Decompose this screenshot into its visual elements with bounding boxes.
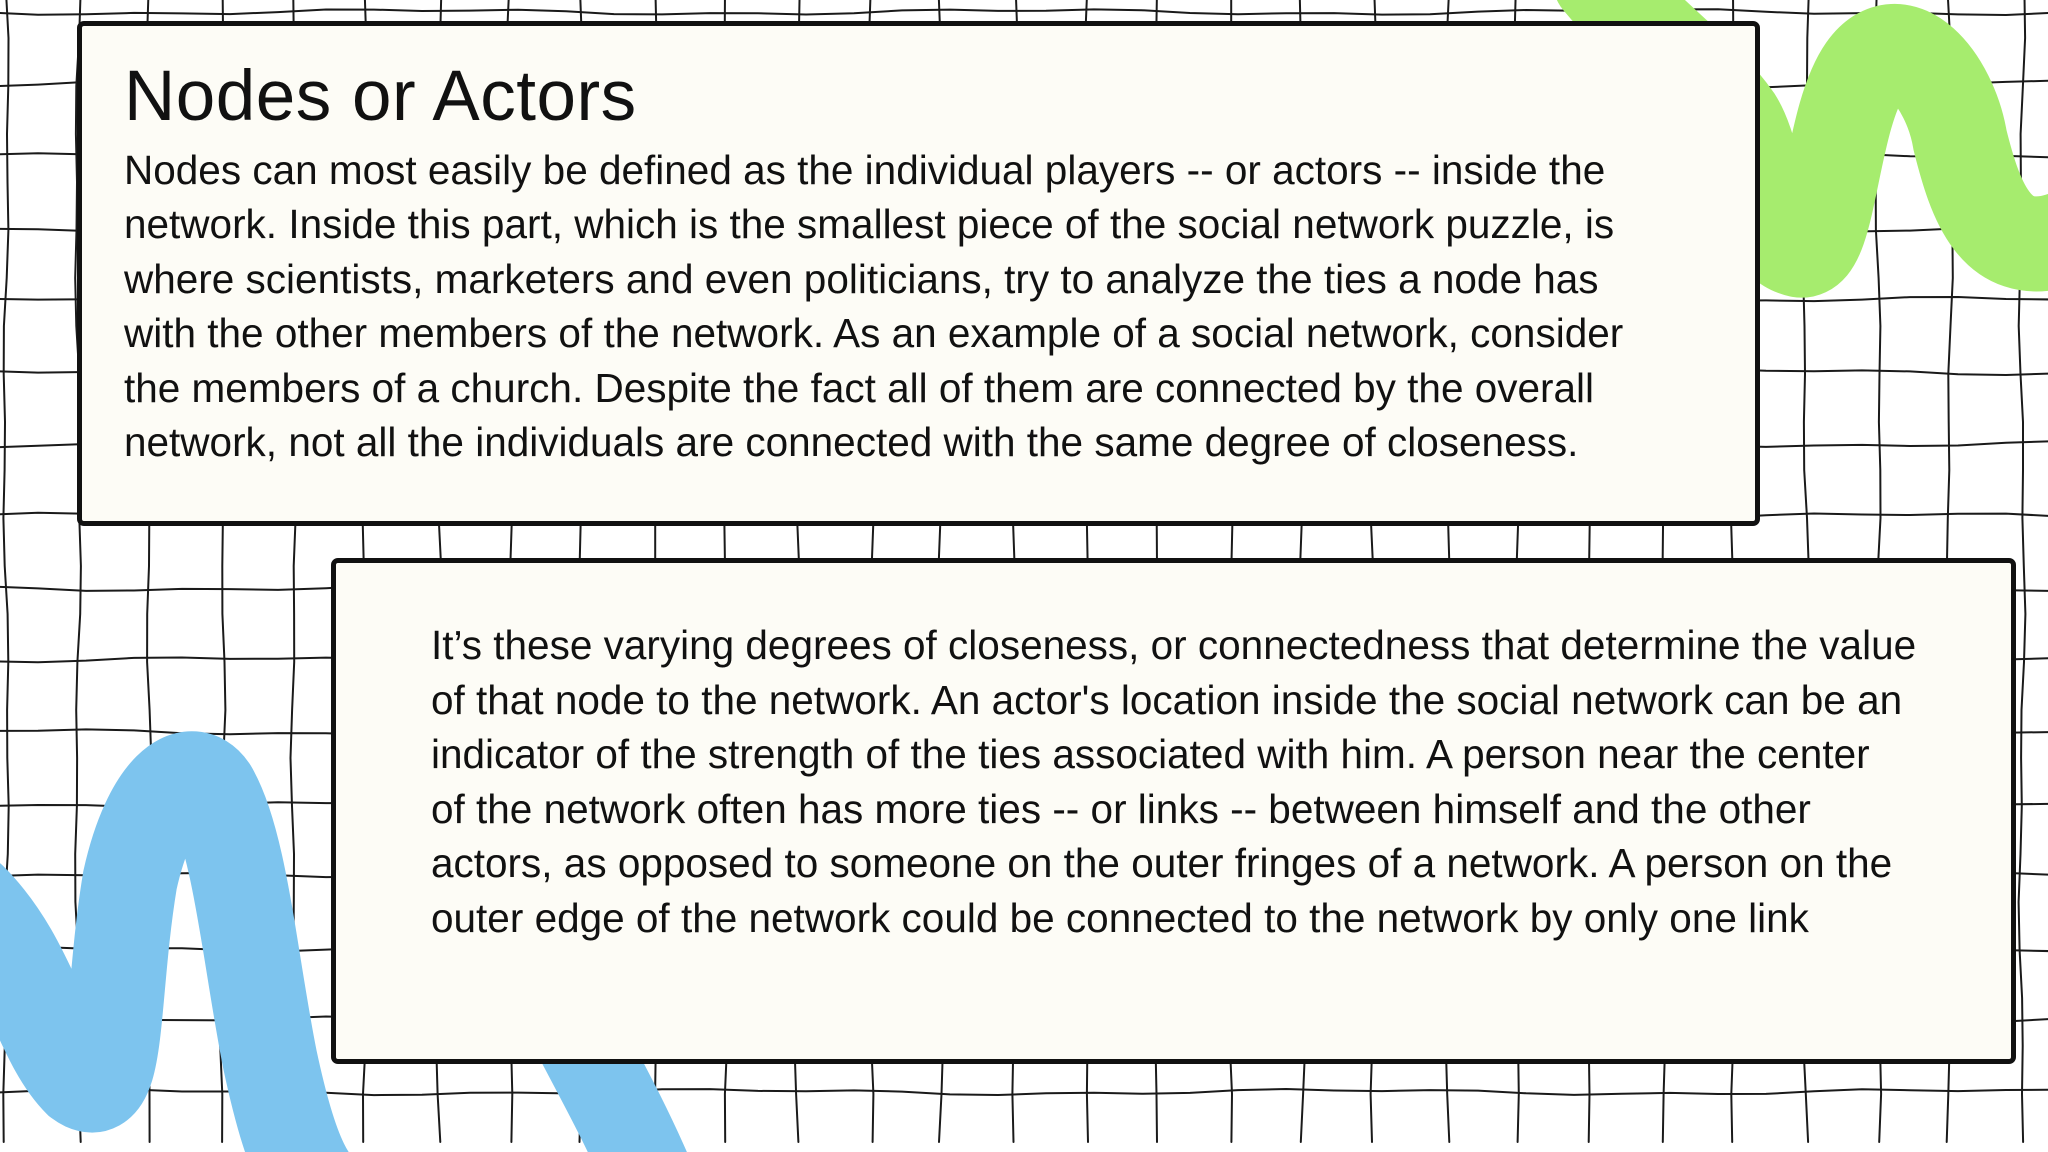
grid-line-vertical xyxy=(2019,0,2026,1142)
content-card-bottom xyxy=(331,558,2016,1064)
paragraph-closeness: It’s these varying degrees of closeness, or connectedness that determine the value of that node to the network. An actor's location inside the social network can be an indicator of the strength of the ties associated with him. A person near the center of the network often has more ties -- or links -- between himself and the other actors, as opposed to someone on the outer fringes of a network. A person on the outer edge of the network could be connected to the network by only one link xyxy=(431,622,1917,941)
slide-title: Nodes or Actors xyxy=(124,57,637,136)
content-card-top xyxy=(77,21,1760,526)
grid-line-horizontal xyxy=(0,9,2048,15)
blue-squiggle-shape xyxy=(0,779,330,1152)
paragraph-nodes-definition: Nodes can most easily be defined as the individual players -- or actors -- inside the network. Inside this part, which is the smallest piece of the social network puzzle, is where scientists, marketers and even politicians, try to analyze the ties a node has with the other members of the network. As an example of a social network, consider the members of a church. Despite the fact all of them are connected by the overall network, not all the individuals are connected with the same degree of closeness. xyxy=(124,146,1624,466)
